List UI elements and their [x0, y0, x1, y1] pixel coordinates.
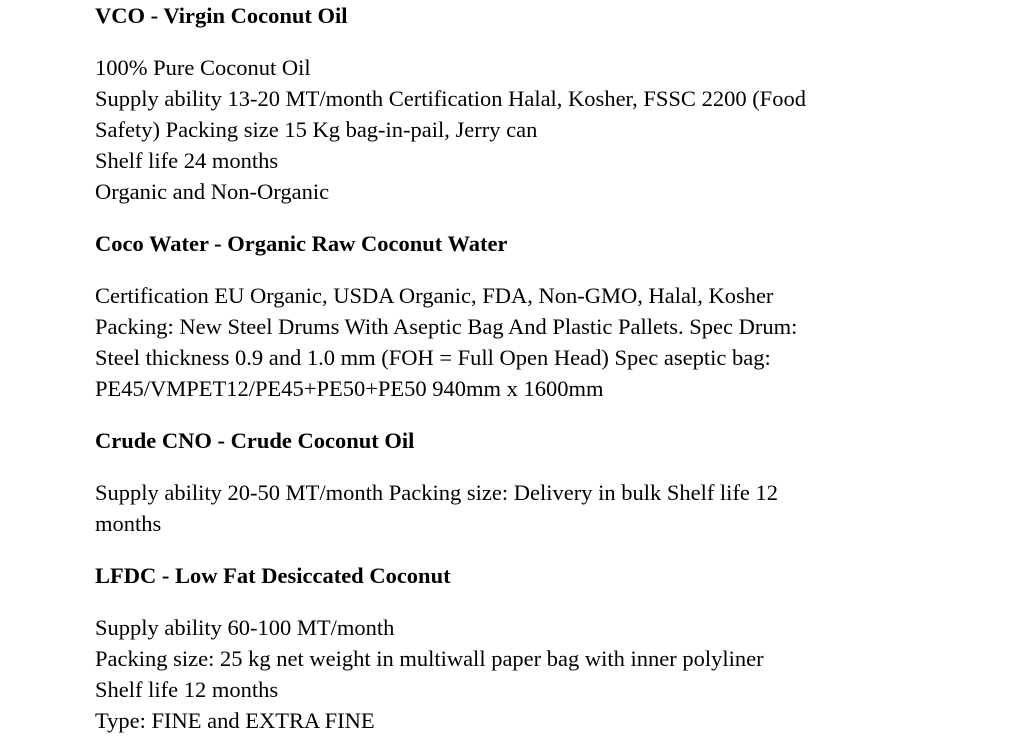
product-section-crude-cno: [95, 425, 995, 539]
description-line: Packing size: 25 kg net weight in multiwall paper bag with inner polyliner: [95, 646, 764, 671]
product-heading: Crude CNO - Crude Coconut Oil: [95, 428, 415, 453]
product-section-vco: [95, 0, 995, 207]
product-description: [95, 52, 995, 207]
product-heading: Coco Water - Organic Raw Coconut Water: [95, 231, 508, 256]
description-line: Safety) Packing size 15 Kg bag-in-pail, Jerry can: [95, 117, 538, 142]
product-description: [95, 477, 995, 539]
description-line: Packing: New Steel Drums With Aseptic Bag And Plastic Pallets. Spec Drum:: [95, 314, 798, 339]
product-description: [95, 280, 995, 404]
product-section-coco-water: [95, 228, 995, 404]
description-line: Supply ability 20-50 MT/month Packing size: Delivery in bulk Shelf life 12: [95, 480, 779, 505]
description-line: Organic and Non-Organic: [95, 179, 330, 204]
product-document: [95, 0, 995, 736]
description-line: 100% Pure Coconut Oil: [95, 55, 311, 80]
description-line: Steel thickness 0.9 and 1.0 mm (FOH = Full Open Head) Spec aseptic bag:: [95, 345, 771, 370]
product-section-lfdc: [95, 560, 995, 736]
description-line: Shelf life 12 months: [95, 677, 279, 702]
description-line: Type: FINE and EXTRA FINE: [95, 708, 375, 733]
description-line: Certification EU Organic, USDA Organic, FDA, Non-GMO, Halal, Kosher: [95, 283, 774, 308]
description-line: Shelf life 24 months: [95, 148, 279, 173]
product-description: [95, 612, 995, 736]
description-line: months: [95, 511, 162, 536]
description-line: Supply ability 60-100 MT/month: [95, 615, 395, 640]
product-heading: LFDC - Low Fat Desiccated Coconut: [95, 563, 451, 588]
product-heading: VCO - Virgin Coconut Oil: [95, 3, 348, 28]
description-line: Supply ability 13-20 MT/month Certification Halal, Kosher, FSSC 2200 (Food: [95, 86, 806, 111]
description-line: PE45/VMPET12/PE45+PE50+PE50 940mm x 1600mm: [95, 376, 604, 401]
